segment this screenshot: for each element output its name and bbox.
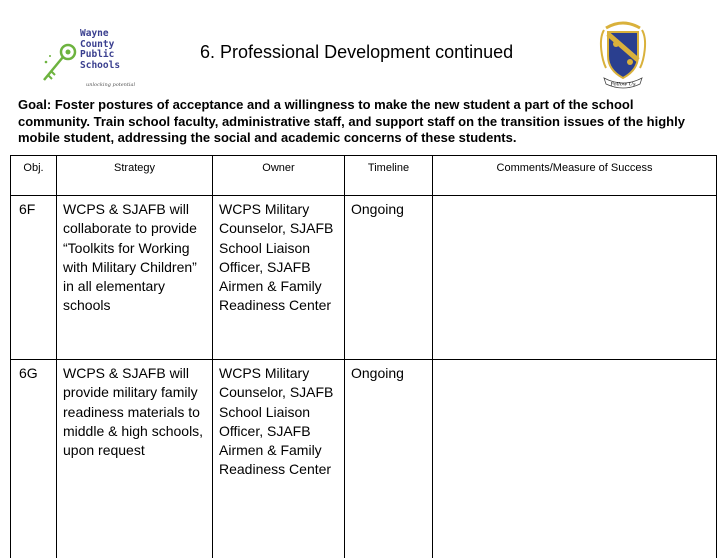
cell-owner: WCPS Military Counselor, SJAFB School Liaison Officer, SJAFB Airmen & Family Readiness Center bbox=[213, 360, 345, 558]
wayne-county-schools-logo bbox=[36, 26, 142, 92]
header-obj: Obj. bbox=[11, 156, 57, 196]
cell-strategy: WCPS & SJAFB will provide military family readiness materials to middle & high schools, upon request bbox=[57, 360, 213, 558]
cell-obj: 6G bbox=[11, 360, 57, 558]
crest-logo bbox=[596, 20, 650, 92]
key-icon bbox=[40, 42, 80, 86]
cell-obj: 6F bbox=[11, 196, 57, 360]
header-owner: Owner bbox=[213, 156, 345, 196]
goal-text: Goal: Foster postures of acceptance and a willingness to make the new student a part of the school community. Train school faculty, administrative staff, and support staff on the transition issues of the highly mobile student, addressing the social and academic concerns of these students. bbox=[18, 97, 706, 147]
cell-timeline: Ongoing bbox=[345, 360, 433, 558]
cell-comments bbox=[433, 196, 717, 360]
table-row bbox=[11, 360, 717, 558]
table-row bbox=[11, 196, 717, 360]
table-header-row bbox=[11, 156, 717, 196]
logo-line: Wayne bbox=[80, 29, 120, 40]
logo-line: Public bbox=[80, 50, 120, 61]
cell-comments bbox=[433, 360, 717, 558]
logo-tagline: unlocking potential bbox=[86, 82, 135, 88]
cell-strategy: WCPS & SJAFB will collaborate to provide “Toolkits for Working with Military Children” in all elementary schools bbox=[57, 196, 213, 360]
header-timeline: Timeline bbox=[345, 156, 433, 196]
crest-motto: Follow Us bbox=[609, 82, 635, 88]
cell-owner: WCPS Military Counselor, SJAFB School Liaison Officer, SJAFB Airmen & Family Readiness Center bbox=[213, 196, 345, 360]
strategy-table bbox=[10, 155, 717, 558]
cell-timeline: Ongoing bbox=[345, 196, 433, 360]
header-comments: Comments/Measure of Success bbox=[433, 156, 717, 196]
logo-line: County bbox=[80, 40, 120, 51]
logo-line: Schools bbox=[80, 61, 120, 72]
header-strategy: Strategy bbox=[57, 156, 213, 196]
slide-title: 6. Professional Development continued bbox=[200, 42, 513, 63]
